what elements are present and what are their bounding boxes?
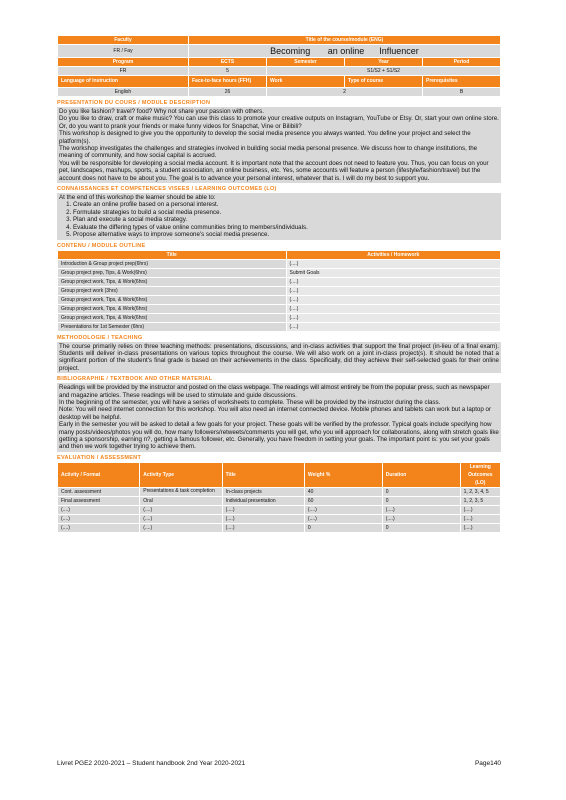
header-semester-value: S1/S2 + S1/S2 [267, 67, 501, 76]
header-type-value: B [423, 88, 501, 97]
table-cell: (....) [286, 304, 501, 313]
course-title: Becoming an online Influencer [189, 45, 501, 58]
table-cell: In-class projects [222, 487, 304, 496]
table-row [58, 496, 501, 505]
section-presentation-title: PRESENTATION DU COURS / MODULE DESCRIPTION [57, 100, 211, 106]
learning-outcomes-list [59, 201, 499, 238]
table-cell: (....) [222, 514, 304, 523]
table-row [58, 514, 501, 523]
header-ffh-value: 26 [189, 88, 267, 97]
table-row [58, 277, 501, 286]
table-cell: (....) [222, 505, 304, 514]
header-work-value: 2 [267, 88, 423, 97]
presentation-paragraph: Do you like to draw, craft or make music? You can use this class to promote your creative outputs on Instagram, YouTube or Etsy. Or, start your own online store. [59, 115, 499, 123]
header-language-value: English [58, 88, 189, 97]
footer-handbook-title: Livret PGE2 2020-2021 – Student handbook 2nd Year 2020-2021 [57, 760, 246, 767]
bibliography-paragraph: Note: You will need internet connection for this workshop. You will also need an internet connected device. Mobile phones and tablets can work but a laptop or desktop will be helpful. [59, 406, 492, 421]
table-cell: (....) [58, 505, 140, 514]
header-period-label: Period [423, 58, 501, 67]
table-cell: (....) [460, 514, 500, 523]
header-program-label: Program [58, 58, 189, 67]
evaluation-header: Activity Type [140, 462, 222, 487]
table-cell: Presentations & task completion [140, 487, 222, 496]
presentation-paragraph: The workshop investigates the challenges and strategies involved in building social media personal presence. We discuss how to change institutions, the meaning of community, and how social capital is accrued. [59, 145, 478, 160]
table-cell: Group project work, Tips, & Work(6hrs) [58, 304, 287, 313]
table-cell: 0 [304, 523, 382, 532]
section-outline-title: CONTENU / MODULE OUTLINE [57, 242, 146, 249]
outline-header-activities: Activities / Homework [286, 250, 501, 259]
table-cell: (....) [222, 523, 304, 532]
header-ects-label: ECTS [189, 58, 267, 67]
table-row [58, 286, 501, 295]
table-cell: (....) [58, 523, 140, 532]
outline-table [57, 250, 501, 332]
evaluation-header: Title [222, 462, 304, 487]
table-cell: 1, 2, 3, 4, 5 [460, 487, 500, 496]
table-row [58, 313, 501, 322]
header-type-label: Type of course [345, 76, 423, 88]
page-footer [57, 760, 501, 767]
evaluation-table [57, 462, 501, 533]
table-cell: Group project work (3hrs) [58, 286, 287, 295]
header-faculty-label: Faculty [58, 36, 189, 45]
outline-header-title: Title [58, 250, 287, 259]
section-bibliography-title: BIBLIOGRAPHIE / TEXTBOOK AND OTHER MATERIAL [57, 376, 213, 383]
header-work-label: Work [267, 76, 345, 88]
list-item: 1. Create an online profile based on a personal interest. [73, 201, 499, 208]
bibliography-paragraph: Readings will be provided by the instructor and posted on the class webpage. The readings will almost entirely be from the popular press, such as newspaper and magazine articles. These readings will be used to stimulate and guide discussions. [59, 384, 490, 399]
list-item: 2. Formulate strategies to build a social media presence. [73, 209, 499, 216]
table-cell: (....) [140, 523, 222, 532]
header-ects-value: 5 [189, 67, 267, 76]
table-cell: 60 [304, 496, 382, 505]
header-faculty-value: FR / Fay [58, 45, 189, 58]
list-item: 5. Propose alternative ways to improve someone's social media presence. [73, 231, 499, 238]
table-cell: (....) [286, 259, 501, 268]
list-item: 4. Evaluate the differing types of value online communities bring to members/individuals. [73, 224, 499, 231]
table-cell: (....) [286, 277, 501, 286]
page-number: Page140 [474, 760, 501, 767]
table-cell: (....) [140, 514, 222, 523]
table-cell: Cont. assessment [58, 487, 140, 496]
list-item: 3. Plan and execute a social media strategy. [73, 216, 499, 223]
methodology-text-box [57, 342, 501, 374]
evaluation-header: Duration [382, 462, 460, 487]
course-header-table [57, 35, 501, 97]
table-row [58, 295, 501, 304]
table-cell: 1, 2, 3, 5 [460, 496, 500, 505]
table-cell: Group project prep, Tips, & Work(6hrs) [58, 268, 287, 277]
presentation-text-box [57, 107, 501, 183]
table-row [58, 304, 501, 313]
table-cell: 0 [382, 496, 460, 505]
table-cell: 0 [382, 523, 460, 532]
competences-intro: At the end of this workshop the learner should be able to: [59, 194, 216, 202]
table-cell: (....) [286, 313, 501, 322]
bibliography-text-box [57, 383, 501, 452]
table-cell: Individual presentation [222, 496, 304, 505]
handbook-page [57, 35, 501, 533]
table-cell: (....) [286, 295, 501, 304]
header-program-value: FR [58, 67, 189, 76]
table-row [58, 505, 501, 514]
header-language-label: Language of instruction [58, 76, 189, 88]
table-cell: 40 [304, 487, 382, 496]
table-row [58, 487, 501, 496]
table-cell: Group project work, Tips, & Work(6hrs) [58, 313, 287, 322]
methodology-paragraph: The course primarily relies on three teaching methods: presentations, discussions, and in-class activities that support the final project (in-lieu of a final exam). Students will deliver in-class presentations on various topics throughout the course. We will also work on a joint in-class project(s). It should be noted that a significant portion of the student's final grade is based on their achievements in the class. Specifically, did they achieve their self-selected goals for their online project. [59, 342, 499, 372]
competences-text-box [57, 193, 501, 239]
table-cell: (....) [140, 505, 222, 514]
header-title-label: Title of the course/module (ENG) [189, 36, 501, 45]
presentation-paragraph: Do you like fashion? travel? food? Why not share your passion with others. [59, 108, 264, 115]
table-cell: Final assessment [58, 496, 140, 505]
table-cell: (....) [460, 523, 500, 532]
table-cell: Submit Goals [286, 268, 501, 277]
table-row [58, 259, 501, 268]
table-cell: (....) [286, 322, 501, 331]
evaluation-header: Activity / Format [58, 462, 140, 487]
table-cell: (....) [304, 505, 382, 514]
section-competences-title: CONNAISSANCES ET COMPETENCES VISEES / LEARNING OUTCOMES (LO) [57, 186, 277, 193]
table-cell: Group project work, Tips, & Work(6hrs) [58, 295, 287, 304]
table-cell: Presentations for 1st Semester (6hrs) [58, 322, 287, 331]
table-cell: Oral [140, 496, 222, 505]
presentation-paragraph: This workshop is designed to give you the opportunity to develop the social media presence you always wanted. You define your project and select the platform(s). [59, 130, 471, 145]
presentation-paragraph: You will be responsible for developing a social media account. It is important note that the account does not need to feature you. Thus, you can focus on your pet, landscapes, mashups, sports, a student association, an online business, etc. Yes, some accounts will feature a person (lifestyle/fashion/travel) but the account does not have to be about you. The goal is to advance your personal interest, whatever that is. I will do my best to support you. [59, 159, 489, 182]
evaluation-header: Learning Outcomes (LO) [460, 462, 500, 487]
header-prereq-label: Prerequisites [423, 76, 501, 88]
table-cell: (....) [460, 505, 500, 514]
table-cell: (....) [286, 286, 501, 295]
table-row [58, 322, 501, 331]
table-cell: (....) [304, 514, 382, 523]
header-semester-label: Semester [267, 58, 345, 67]
table-cell: (....) [58, 514, 140, 523]
table-cell: 0 [382, 487, 460, 496]
table-cell: Introduction & Group project prep(6hrs) [58, 259, 287, 268]
table-row [58, 268, 501, 277]
presentation-paragraph: Or, do you want to prank your friends or make funny videos for Snapchat, Vine or Bilibili? [59, 122, 302, 130]
header-year-label: Year [345, 58, 423, 67]
table-cell: (....) [382, 514, 460, 523]
evaluation-header: Weight % [304, 462, 382, 487]
table-cell: Group project work, Tips, & Work(6hrs) [58, 277, 287, 286]
bibliography-paragraph: In the beginning of the semester, you will have a series of worksheets to complete. These will be provided by the instructor during the class. [59, 398, 441, 406]
section-methodology-title: METHODOLOGIE / TEACHING [57, 334, 143, 341]
bibliography-paragraph: Early in the semester you will be asked to detail a few goals for your project. These goals will be verified by the professor. Typical goals include specifying how many posts/videos/photos you will do, how many followers/retweets/comments you will get, who you will approach for collaborations, along with stretch goals like getting a sponsorship, earning n?, getting a famous follower, etc. Generally, you have freedom in setting your goals. The important point is: you set your goals and then we work together trying to achieve them. [59, 421, 499, 451]
header-ffh-label: Face-to-face hours (FFH) [189, 76, 267, 88]
table-row [58, 523, 501, 532]
section-evaluation-title: EVALUATION / ASSESSMENT [57, 454, 142, 461]
table-cell: (....) [382, 505, 460, 514]
